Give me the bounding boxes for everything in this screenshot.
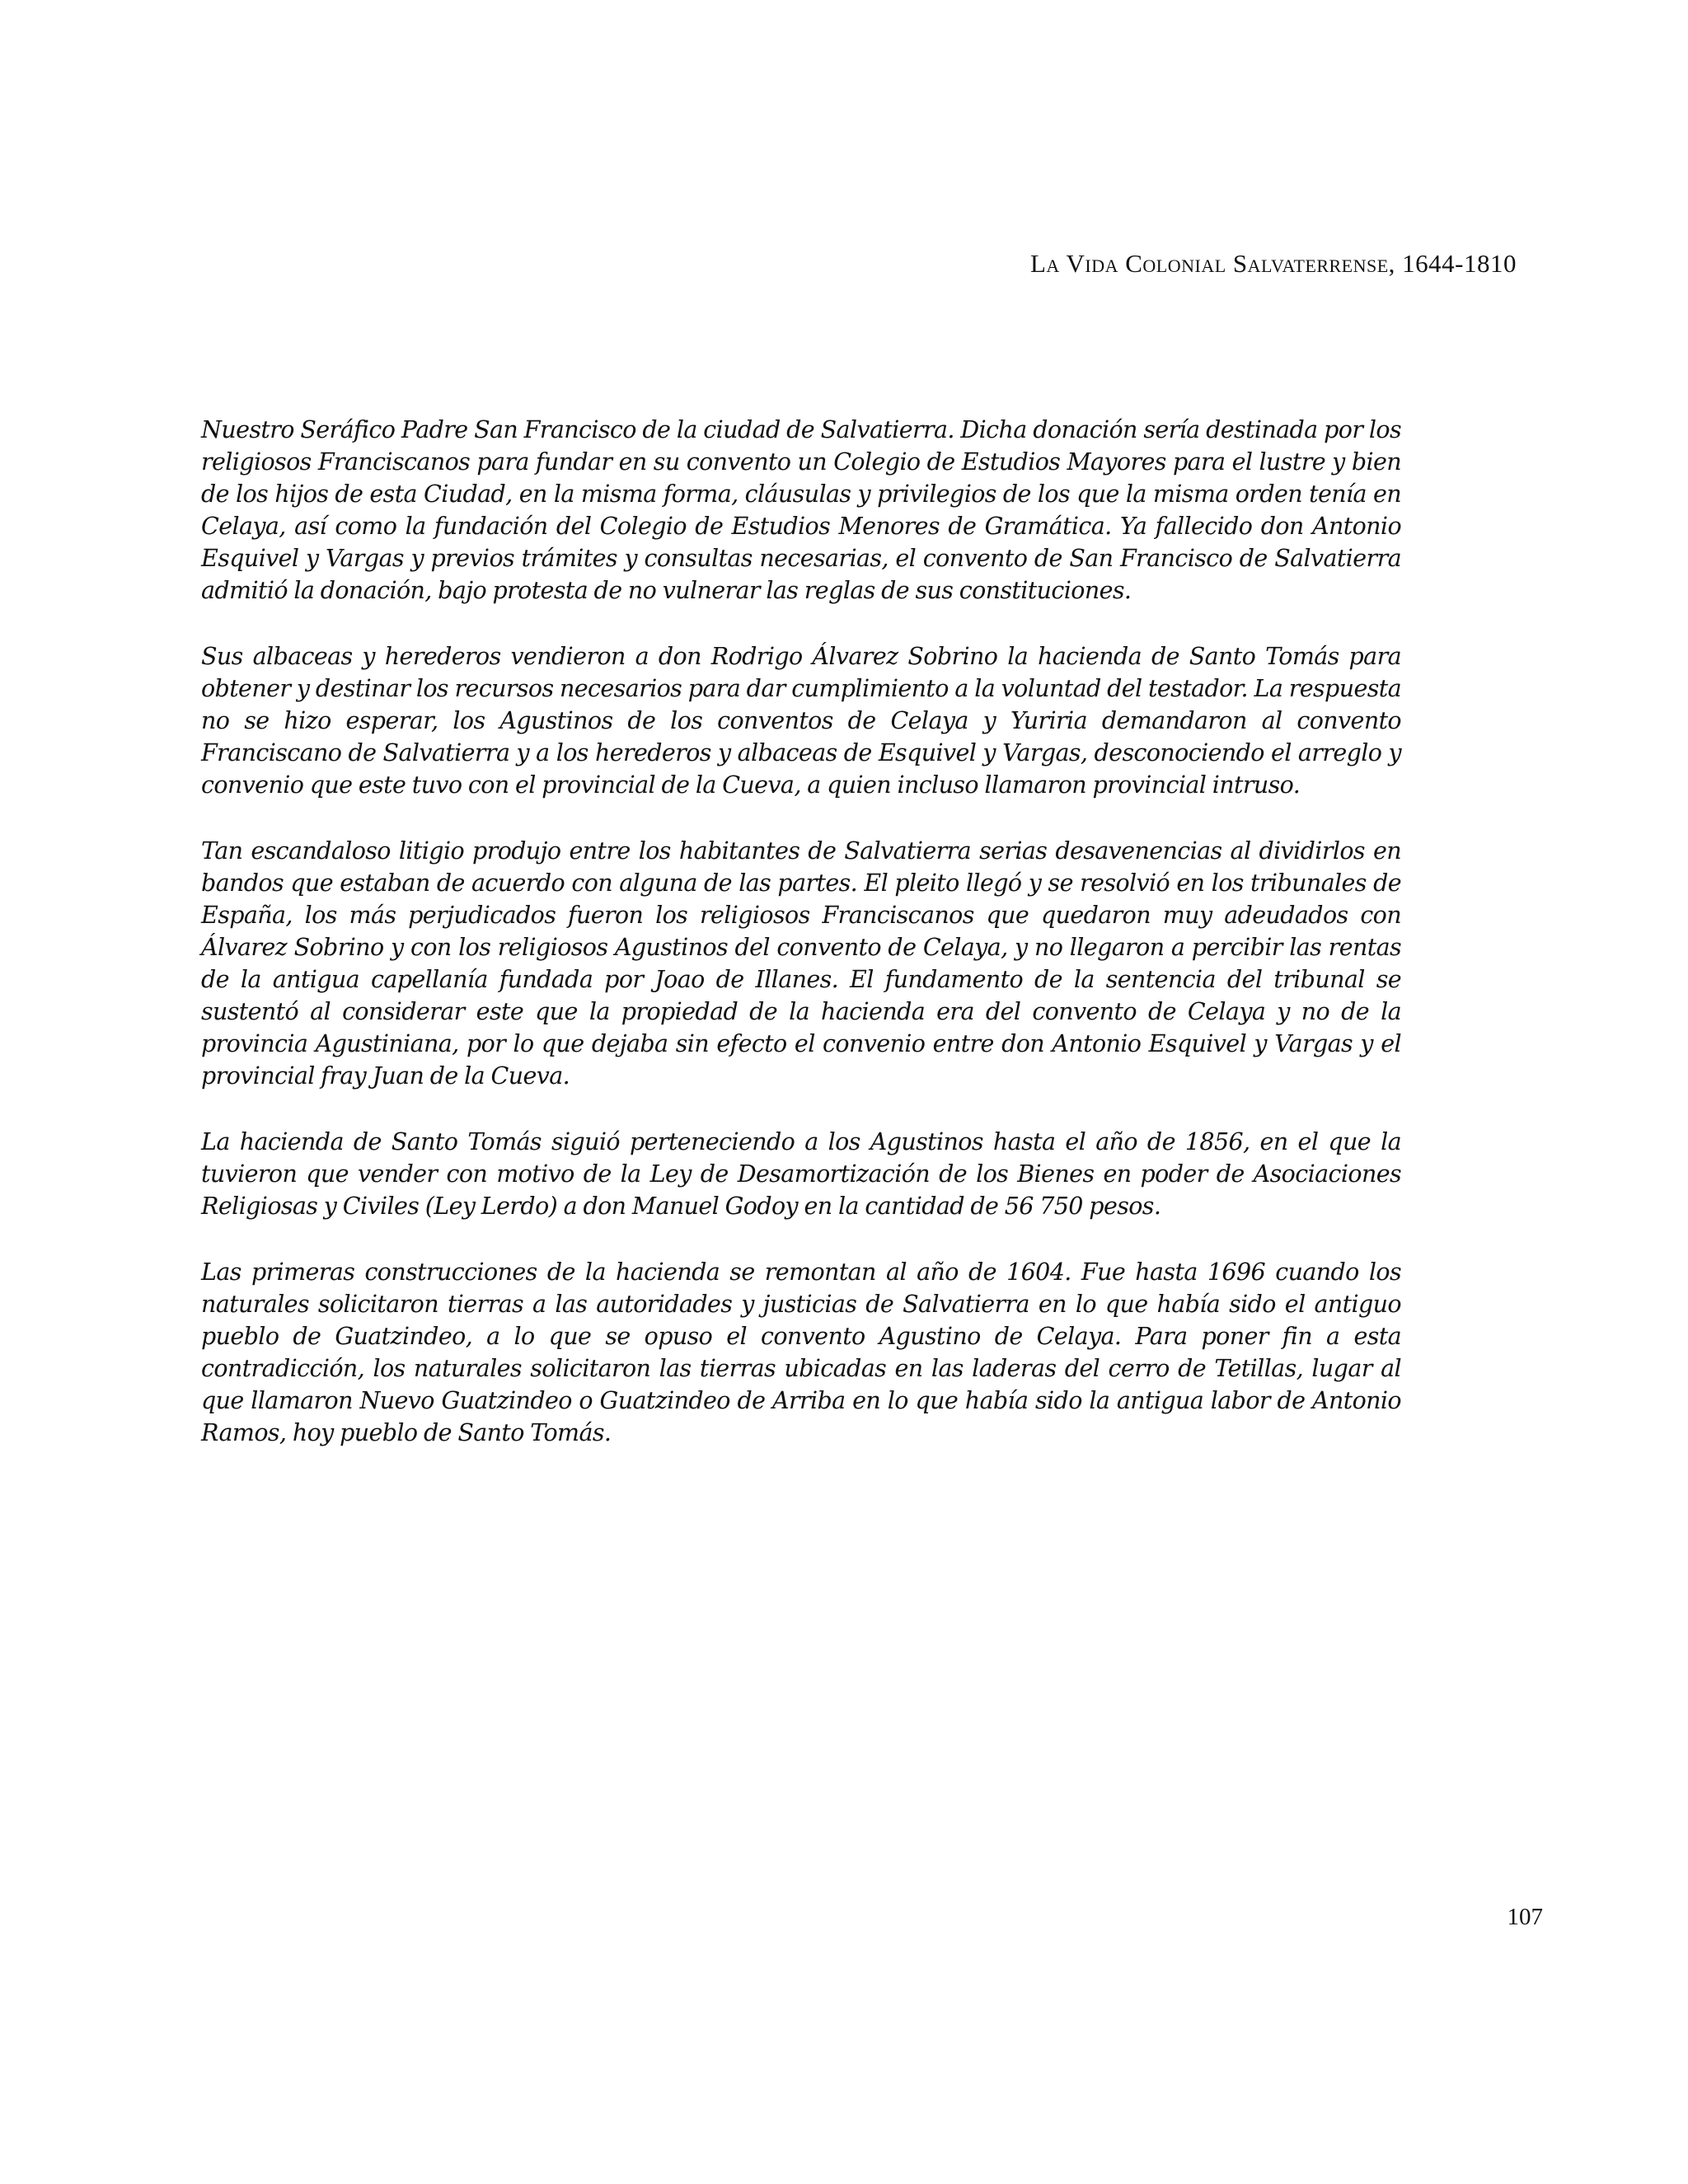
paragraph-5: Las primeras construcciones de la hacienda se remontan al año de 1604. Fue hasta 1696 cuando los naturales solicitaron tierras a las autoridades y justicias de Salvatierra en lo que había sido el antiguo pueblo de Guatzindeo, a lo que se opuso el convento Agustino de Celaya. Para poner fin a esta contradicción, los naturales solicitaron las tierras ubicadas en las laderas del cerro de Tetillas, lugar al que llamaron Nuevo Guatzindeo o Guatzindeo de Arriba en lo que había sido la antigua labor de Antonio Ramos, hoy pueblo de Santo Tomás. <box>201 1258 1401 1446</box>
paragraph-2: Sus albaceas y herederos vendieron a don Rodrigo Álvarez Sobrino la hacienda de Santo Tomás para obtener y destinar los recursos necesarios para dar cumplimiento a la voluntad del testador. La respuesta no se hizo esperar, los Agustinos de los conventos de Celaya y Yuriria demandaron al convento Franciscano de Salvatierra y a los herederos y albaceas de Esquivel y Vargas, desconociendo el arreglo y convenio que este tuvo con el provincial de la Cueva, a quien incluso llamaron provincial intruso. <box>201 643 1401 799</box>
running-header: La Vida Colonial Salvaterrense, 1644-1810 <box>1029 249 1517 278</box>
paragraph-3: Tan escandaloso litigio produjo entre los habitantes de Salvatierra serias desavenencias al dividirlos en bandos que estaban de acuerdo con alguna de las partes. El pleito llegó y se resolvió en los tribunales de España, los más perjudicados fueron los religiosos Franciscanos que quedaron muy adeudados con Álvarez Sobrino y con los religiosos Agustinos del convento de Celaya, y no llegaron a percibir las rentas de la antigua capellanía fundada por Joao de Illanes. El fundamento de la sentencia del tribunal se sustentó al considerar este que la propiedad de la hacienda era del convento de Celaya y no de la provincia Agustiniana, por lo que dejaba sin efecto el convenio entre don Antonio Esquivel y Vargas y el provincial fray Juan de la Cueva. <box>201 837 1401 1090</box>
page-number: 107 <box>1507 1904 1543 1930</box>
paragraph-1: Nuestro Seráfico Padre San Francisco de la ciudad de Salvatierra. Dicha donación sería destinada por los religiosos Franciscanos para fundar en su convento un Colegio de Estudios Mayores para el lustre y bien de los hijos de esta Ciudad, en la misma forma, cláusulas y privilegios de los que la misma orden tenía en Celaya, así como la fundación del Colegio de Estudios Menores de Gramática. Ya fallecido don Antonio Esquivel y Vargas y previos trámites y consultas necesarias, el convento de San Francisco de Salvatierra admitió la donación, bajo protesta de no vulnerar las reglas de sus constituciones. <box>201 416 1401 604</box>
paragraph-4: La hacienda de Santo Tomás siguió perteneciendo a los Agustinos hasta el año de 1856, en el que la tuvieron que vender con motivo de la Ley de Desamortización de los Bienes en poder de Asociaciones Religiosas y Civiles (Ley Lerdo) a don Manuel Godoy en la cantidad de 56 750 pesos. <box>201 1128 1401 1220</box>
body-text <box>201 414 1401 1483</box>
